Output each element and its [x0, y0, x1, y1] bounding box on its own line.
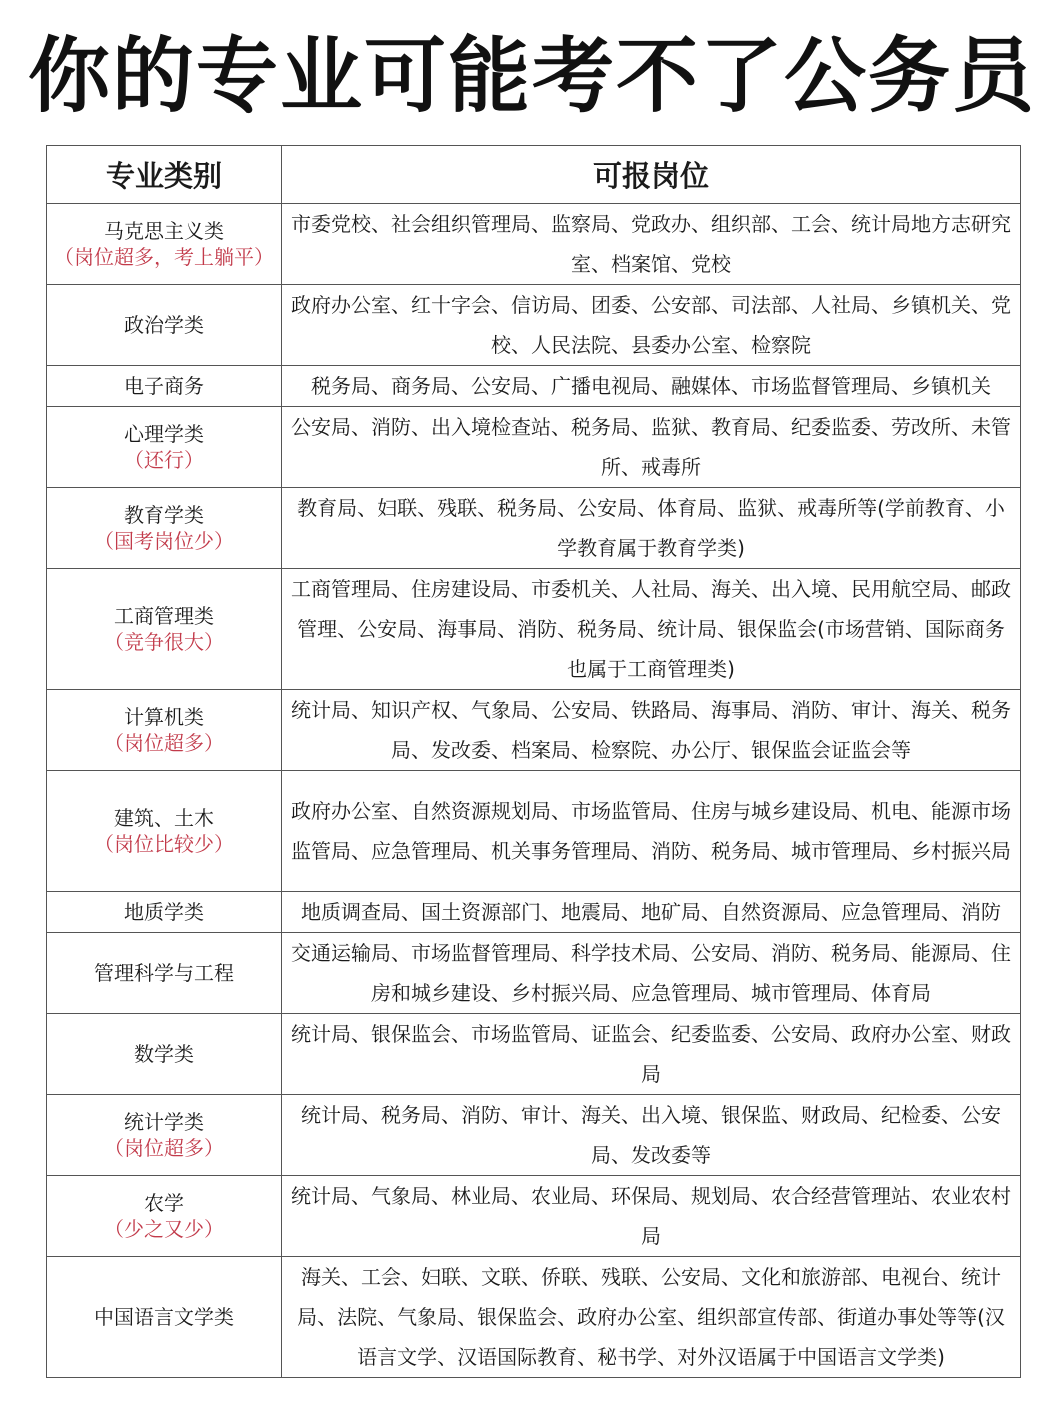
category-note: （还行）	[124, 448, 204, 472]
category-name: 政治学类	[124, 313, 204, 337]
positions-cell: 地质调查局、国土资源部门、地震局、地矿局、自然资源局、应急管理局、消防	[282, 892, 1021, 933]
category-note: （岗位超多）	[104, 1136, 224, 1160]
table-row	[47, 204, 1021, 285]
positions-cell: 统计局、银保监会、市场监管局、证监会、纪委监委、公安局、政府办公室、财政局	[282, 1014, 1021, 1095]
category-cell	[47, 569, 282, 690]
category-note: （岗位比较少）	[94, 832, 234, 856]
positions-cell: 海关、工会、妇联、文联、侨联、残联、公安局、文化和旅游部、电视台、统计局、法院、气象局、银保监会、政府办公室、组织部宣传部、街道办事处等等(汉语言文学、汉语国际教育、秘书学、对外汉语属于中国语言文学类)	[282, 1257, 1021, 1378]
table-row	[47, 569, 1021, 690]
category-name: 心理学类	[124, 422, 204, 446]
table-row	[47, 933, 1021, 1014]
category-name: 马克思主义类	[104, 219, 224, 243]
category-cell	[47, 285, 282, 366]
category-name: 计算机类	[124, 705, 204, 729]
positions-cell: 交通运输局、市场监督管理局、科学技术局、公安局、消防、税务局、能源局、住房和城乡建设、乡村振兴局、应急管理局、城市管理局、体育局	[282, 933, 1021, 1014]
category-name: 建筑、土木	[114, 806, 214, 830]
table-row	[47, 285, 1021, 366]
table-row	[47, 771, 1021, 892]
category-note: （岗位超多）	[104, 731, 224, 755]
page-title: 你的专业可能考不了公务员	[27, 29, 1036, 124]
category-cell	[47, 204, 282, 285]
majors-table	[46, 145, 1021, 1378]
positions-cell: 教育局、妇联、残联、税务局、公安局、体育局、监狱、戒毒所等(学前教育、小学教育属于教育学类)	[282, 488, 1021, 569]
category-cell	[47, 1176, 282, 1257]
table-row	[47, 407, 1021, 488]
table-row	[47, 1257, 1021, 1378]
positions-cell: 统计局、知识产权、气象局、公安局、铁路局、海事局、消防、审计、海关、税务局、发改委、档案局、检察院、办公厅、银保监会证监会等	[282, 690, 1021, 771]
category-name: 管理科学与工程	[94, 961, 234, 985]
positions-cell: 税务局、商务局、公安局、广播电视局、融媒体、市场监督管理局、乡镇机关	[282, 366, 1021, 407]
category-name: 农学	[144, 1191, 184, 1215]
category-name: 数学类	[134, 1042, 194, 1066]
category-cell	[47, 1014, 282, 1095]
category-cell	[47, 933, 282, 1014]
category-cell	[47, 1095, 282, 1176]
table-row	[47, 892, 1021, 933]
category-cell	[47, 488, 282, 569]
category-name: 工商管理类	[114, 604, 214, 628]
category-cell	[47, 1257, 282, 1378]
positions-cell: 工商管理局、住房建设局、市委机关、人社局、海关、出入境、民用航空局、邮政管理、公安局、海事局、消防、税务局、统计局、银保监会(市场营销、国际商务也属于工商管理类)	[282, 569, 1021, 690]
positions-cell: 统计局、税务局、消防、审计、海关、出入境、银保监、财政局、纪检委、公安局、发改委等	[282, 1095, 1021, 1176]
category-note: （岗位超多，考上躺平）	[54, 245, 274, 269]
table-row	[47, 488, 1021, 569]
category-cell	[47, 771, 282, 892]
table-row	[47, 690, 1021, 771]
header-major-category: 专业类别	[47, 146, 282, 204]
category-cell	[47, 690, 282, 771]
table-row	[47, 1014, 1021, 1095]
category-name: 地质学类	[124, 900, 204, 924]
table-row	[47, 1176, 1021, 1257]
positions-cell: 政府办公室、红十字会、信访局、团委、公安部、司法部、人社局、乡镇机关、党校、人民法院、县委办公室、检察院	[282, 285, 1021, 366]
table-row	[47, 1095, 1021, 1176]
category-cell	[47, 892, 282, 933]
category-note: （国考岗位少）	[94, 529, 234, 553]
category-name: 统计学类	[124, 1110, 204, 1134]
positions-cell: 市委党校、社会组织管理局、监察局、党政办、组织部、工会、统计局地方志研究室、档案馆、党校	[282, 204, 1021, 285]
category-cell	[47, 407, 282, 488]
positions-cell: 统计局、气象局、林业局、农业局、环保局、规划局、农合经营管理站、农业农村局	[282, 1176, 1021, 1257]
category-name: 电子商务	[124, 374, 204, 398]
positions-cell: 公安局、消防、出入境检查站、税务局、监狱、教育局、纪委监委、劳改所、未管所、戒毒所	[282, 407, 1021, 488]
category-note: （少之又少）	[104, 1217, 224, 1241]
category-name: 中国语言文学类	[94, 1305, 234, 1329]
table-row	[47, 366, 1021, 407]
category-name: 教育学类	[124, 503, 204, 527]
header-positions: 可报岗位	[282, 146, 1021, 204]
positions-cell: 政府办公室、自然资源规划局、市场监管局、住房与城乡建设局、机电、能源市场监管局、应急管理局、机关事务管理局、消防、税务局、城市管理局、乡村振兴局	[282, 771, 1021, 892]
category-cell	[47, 366, 282, 407]
category-note: （竞争很大）	[104, 630, 224, 654]
table-header-row	[47, 146, 1021, 204]
